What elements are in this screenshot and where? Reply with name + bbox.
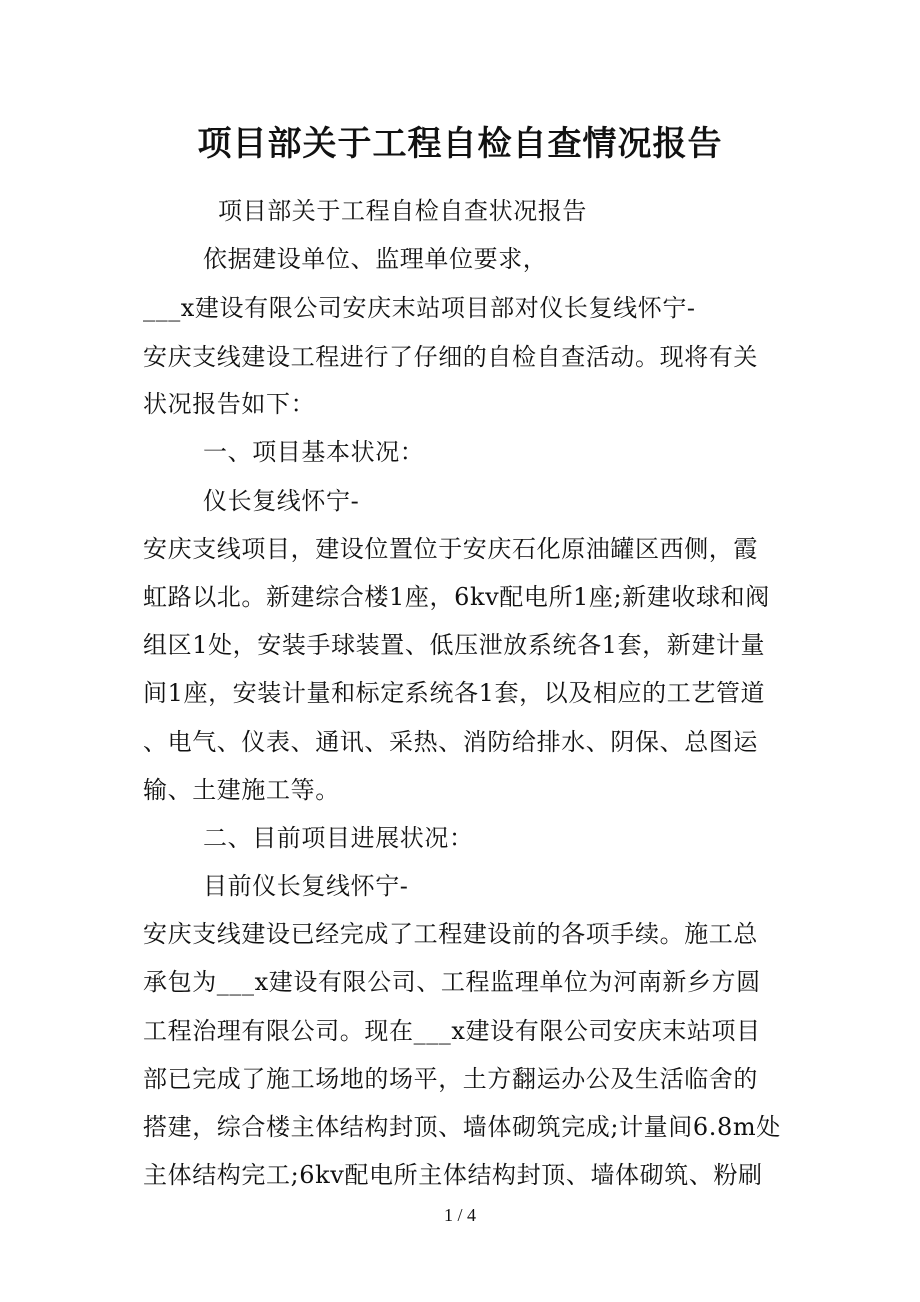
paragraph-line: 安庆支线建设已经完成了工程建设前的各项手续。施工总	[143, 920, 758, 948]
paragraph-line: 安庆支线建设工程进行了仔细的自检自查活动。现将有关	[143, 343, 758, 371]
paragraph-line: 搭建，综合楼主体结构封顶、墙体砌筑完成;计量间6.8m处	[143, 1113, 781, 1141]
page-indicator: 1 / 4	[443, 1205, 476, 1225]
paragraph-line: 依据建设单位、监理单位要求，	[203, 245, 548, 273]
paragraph-line: 目前仪长复线怀宁-	[203, 872, 409, 900]
paragraph-line: 主体结构完工;6kv配电所主体结构封顶、墙体砌筑、粉刷	[143, 1161, 763, 1189]
paragraph-line: 状况报告如下：	[143, 390, 316, 418]
paragraph-line: 间1座，安装计量和标定系统各1套，以及相应的工艺管道	[143, 679, 766, 707]
paragraph-line: 组区1处，安装手球装置、低压泄放系统各1套，新建计量	[143, 631, 766, 659]
subtitle-line: 项目部关于工程自检自查状况报告	[218, 197, 587, 225]
paragraph-line: 、电气、仪表、通讯、采热、消防给排水、阴保、总图运	[143, 728, 758, 756]
paragraph-line: ___x建设有限公司安庆末站项目部对仪长复线怀宁-	[143, 294, 696, 322]
paragraph-line: 安庆支线项目，建设位置位于安庆石化原油罐区西侧，霞	[143, 535, 758, 563]
paragraph-line: 仪长复线怀宁-	[203, 487, 360, 515]
section-heading-2: 二、目前项目进展状况：	[203, 824, 474, 852]
section-heading-1: 一、项目基本状况：	[203, 438, 425, 466]
paragraph-line: 工程治理有限公司。现在___x建设有限公司安庆末站项目	[143, 1017, 761, 1045]
paragraph-line: 输、土建施工等。	[143, 776, 340, 804]
paragraph-line: 虹路以北。新建综合楼1座，6kv配电所1座;新建收球和阀	[143, 583, 770, 611]
paragraph-line: 承包为___x建设有限公司、工程监理单位为河南新乡方圆	[143, 968, 761, 996]
paragraph-line: 部已完成了施工场地的场平，土方翻运办公及生活临舍的	[143, 1065, 758, 1093]
document-title: 项目部关于工程自检自查情况报告	[197, 124, 723, 164]
